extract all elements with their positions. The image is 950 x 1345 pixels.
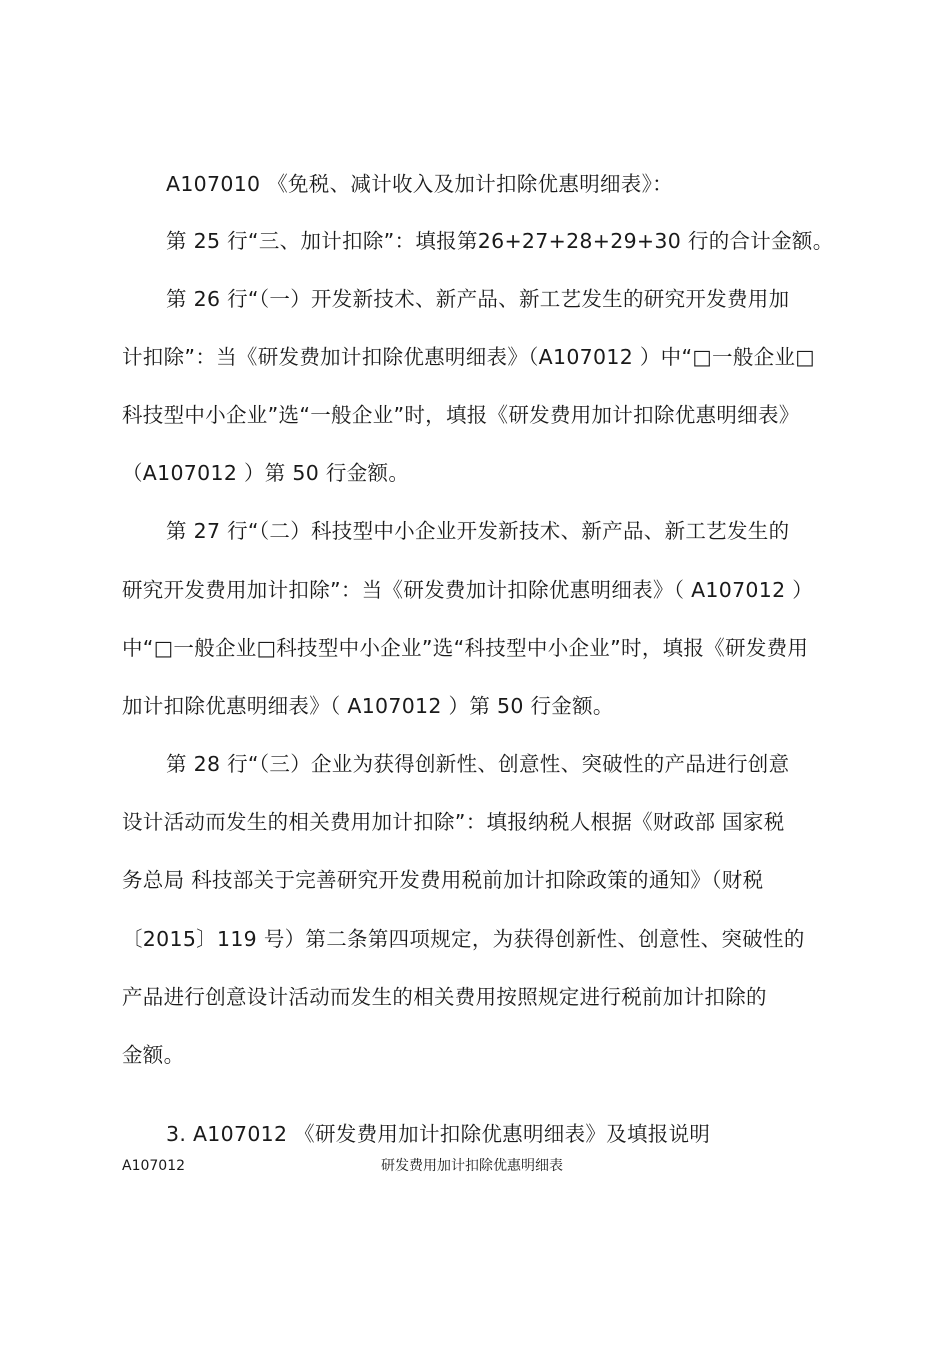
paragraph-row-27-line-1: 第 27 行“（二）科技型中小企业开发新技术、新产品、新工艺发生的	[166, 519, 790, 543]
paragraph-row-28-line-5: 产品进行创意设计活动而发生的相关费用按照规定进行税前加计扣除的	[122, 985, 767, 1009]
section-heading-a107012: 3. A107012 《研发费用加计扣除优惠明细表》及填报说明	[166, 1122, 711, 1146]
paragraph-row-26-line-4: （A107012 ）第 50 行金额。	[122, 461, 410, 485]
paragraph-row-28-line-4: 〔2015〕119 号）第二条第四项规定，为获得创新性、创意性、突破性的	[122, 927, 805, 951]
paragraph-row-27-line-2: 研究开发费用加计扣除”：当《研发费加计扣除优惠明细表》（ A107012 ）	[122, 578, 814, 602]
paragraph-row-28-line-3: 务总局 科技部关于完善研究开发费用税前加计扣除政策的通知》（财税	[122, 868, 764, 892]
paragraph-row-28-line-2: 设计活动而发生的相关费用加计扣除”：填报纳税人根据《财政部 国家税	[122, 810, 785, 834]
paragraph-row-26-line-2: 计扣除”：当《研发费加计扣除优惠明细表》（A107012 ）中“□一般企业□	[122, 345, 815, 369]
paragraph-row-26-line-1: 第 26 行“（一）开发新技术、新产品、新工艺发生的研究开发费用加	[166, 287, 790, 311]
paragraph-row-26-line-3: 科技型中小企业”选“一般企业”时，填报《研发费用加计扣除优惠明细表》	[122, 403, 800, 427]
paragraph-row-27-line-3: 中“□一般企业□科技型中小企业”选“科技型中小企业”时，填报《研发费用	[122, 636, 809, 660]
table-title: 研发费用加计扣除优惠明细表	[381, 1158, 563, 1174]
paragraph-row-28-line-1: 第 28 行“（三）企业为获得创新性、创意性、突破性的产品进行创意	[166, 752, 790, 776]
table-code-label: A107012	[122, 1158, 186, 1174]
paragraph-row-28-line-6: 金额。	[122, 1043, 185, 1067]
paragraph-row-25: 第 25 行“三、加计扣除”：填报第26+27+28+29+30 行的合计金额。	[166, 229, 834, 253]
paragraph-row-27-line-4: 加计扣除优惠明细表》（ A107012 ）第 50 行金额。	[122, 694, 614, 718]
section-heading-a107010: A107010 《免税、减计收入及加计扣除优惠明细表》：	[166, 172, 673, 196]
